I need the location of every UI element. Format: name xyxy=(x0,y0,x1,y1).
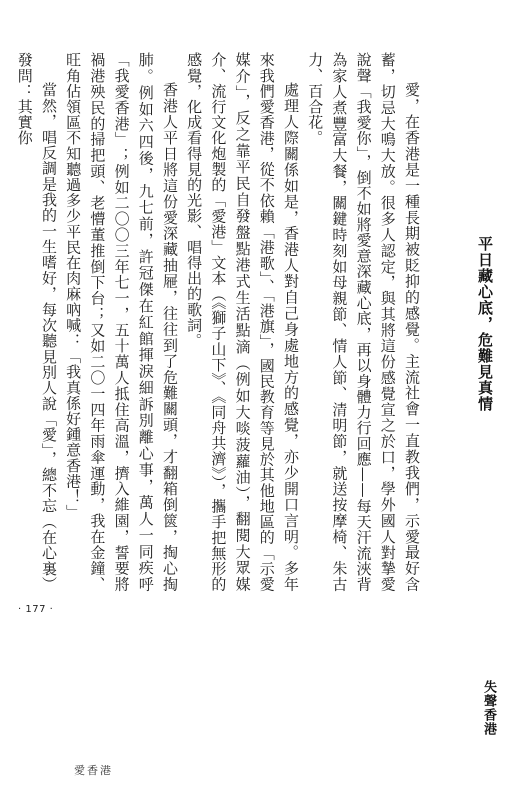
body-text xyxy=(15,52,424,592)
running-foot-chapter-title: 愛香港 xyxy=(74,764,113,777)
paragraph-4: 當然，唱反調是我的一生嗜好，每次聽見別人說「愛」，總不忘（在心裏）發問：其實你 xyxy=(15,52,58,592)
section-title: 平日藏心底，危難見真情 xyxy=(476,236,494,412)
running-head-book-title: 失聲香港 xyxy=(481,680,496,736)
paragraph-1: 愛，在香港是一種長期被貶抑的感覺。主流社會一直教我們，示愛最好含蓄，切忌大鳴大放。很多人認定，與其將這份感覺宣之於口，學外國人對摯愛說聲「我愛你」，倒不如將愛意深藏心底，再以身體力行回應——每天汗流浹背為家人煮豐富大餐，關鍵時刻如母親節、情人節、清明節，就送按摩椅、朱古力、百合花。 xyxy=(306,52,421,592)
page-number: · 177 · xyxy=(18,604,54,615)
paragraph-2: 處理人際關係如是，香港人對自己身處地方的感覺，亦少開口言明。多年來我們愛香港，從不依賴「港歌」、「港旗」，國民教育等見於其他地區的「示愛媒介」，反之靠平民自發盤點港式生活點滴（例如大啖菠蘿油），翻閱大眾媒介、流行文化炮製的「愛港」文本（《獅子山下》、《同舟共濟》），攜手把無形的感覺，化成看得見的光影、唱得出的歌詞。 xyxy=(185,52,300,592)
paragraph-3: 香港人平日將這份愛深藏抽屜，往往到了危難關頭，才翻箱倒篋，掏心掏肺。例如六四後，九七前，許冠傑在紅館揮淚細訴別離心事，萬人一同疾呼「我愛香港」；例如二〇〇三年七一，五十萬人抵住高溫，擠入維園，誓要將禍港殃民的掃把頭、老懵董推倒下台；又如二〇一四年雨傘運動，我在金鐘、旺角佔領區不知聽過多少平民在肉麻吶喊：「我真係好鍾意香港！」 xyxy=(64,52,179,592)
